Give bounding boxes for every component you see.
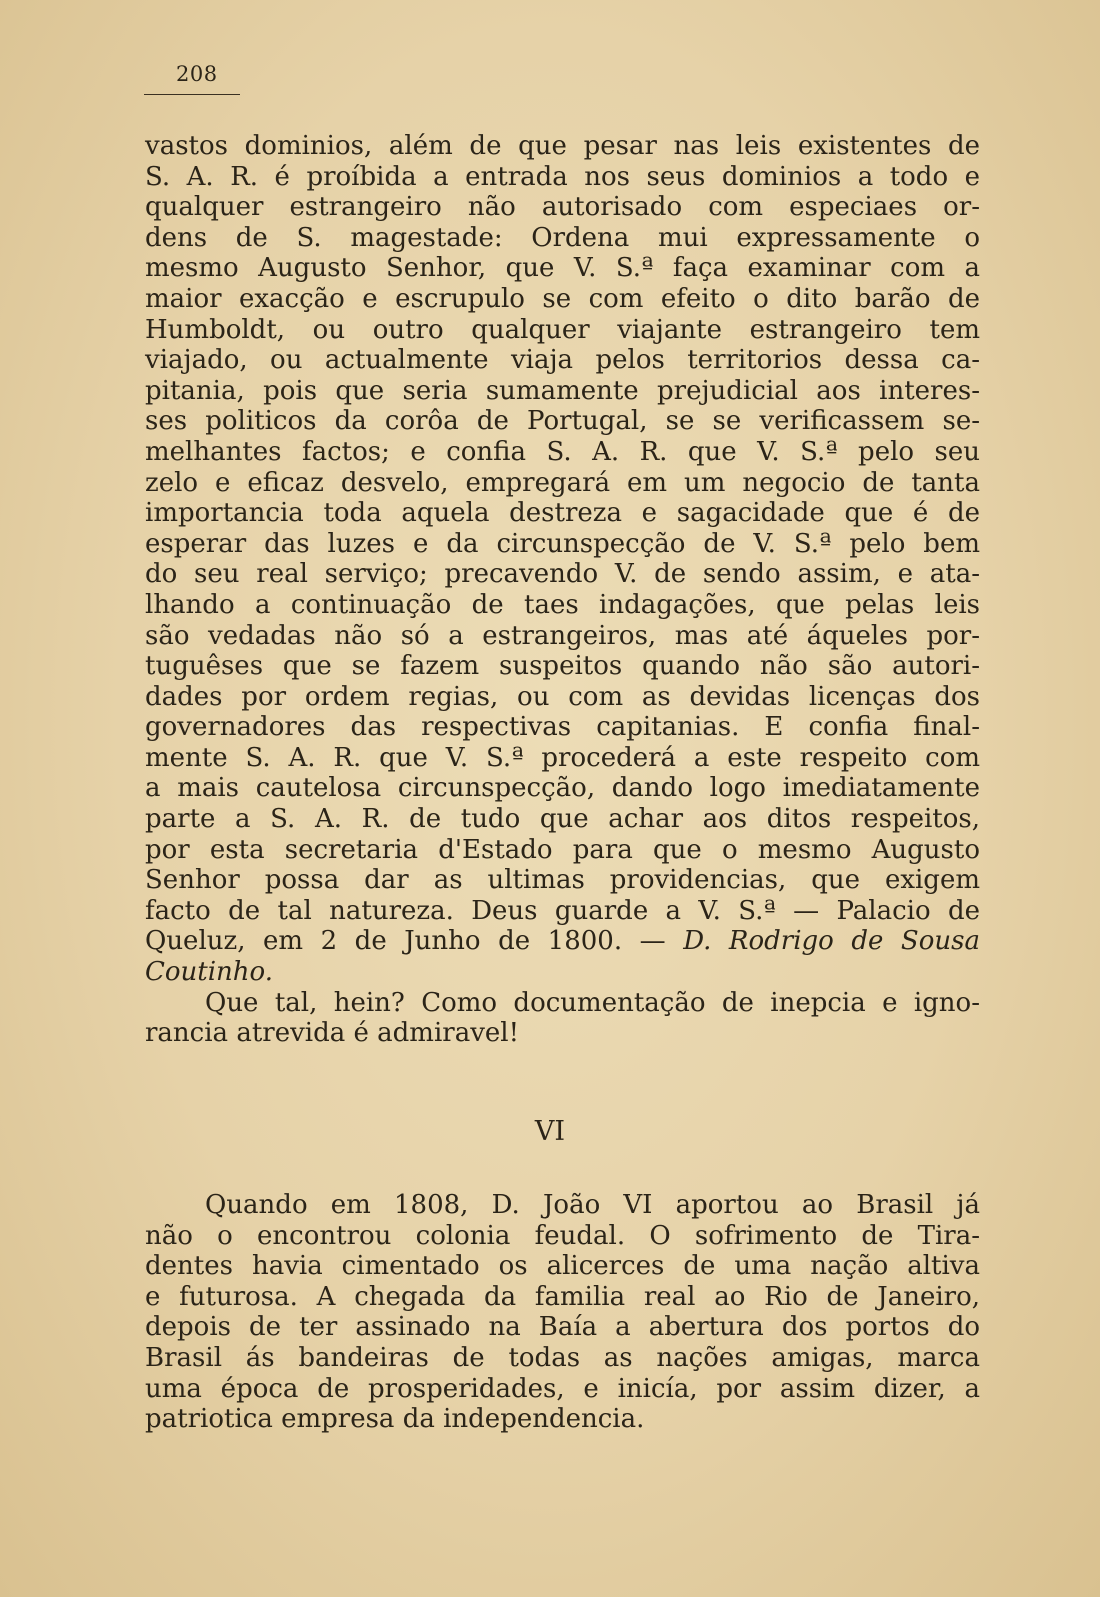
text-line: importancia toda aquela destreza e sagacidade que é de <box>145 498 980 529</box>
text-line: governadores das respectivas capitanias. E confia final- <box>145 712 980 743</box>
text-line: melhantes factos; e confia S. A. R. que V. S.ª pelo seu <box>145 436 980 467</box>
text-line: qualquer estrangeiro não autorisado com especiaes or- <box>145 192 980 223</box>
text-line: pitania, pois que seria sumamente prejudicial aos interes- <box>145 375 980 406</box>
header-rule <box>144 94 240 95</box>
text-line: lhando a continuação de taes indagações, que pelas leis <box>145 589 980 620</box>
text-line-closing <box>145 926 980 957</box>
text-line: viajado, ou actualmente viaja pelos territorios dessa ca- <box>145 345 980 376</box>
text-line: Quando em 1808, D. João VI aportou ao Brasil já <box>205 1190 980 1220</box>
text-line: Brasil ás bandeiras de todas as nações amigas, marca <box>145 1342 980 1373</box>
text-line: vastos dominios, além de que pesar nas leis existentes de <box>145 131 980 161</box>
text-line: depois de ter assinado na Baía a abertura dos portos do <box>145 1312 980 1343</box>
section-heading: VI <box>534 1116 566 1147</box>
text-line: patriotica empresa da independencia. <box>145 1404 645 1435</box>
page-number: 208 <box>176 62 218 86</box>
text-line: e futurosa. A chegada da familia real ao Rio de Janeiro, <box>145 1281 980 1312</box>
letter-place-date: Queluz, em 2 de Junho de 1800. — <box>145 926 684 957</box>
text-line: rancia atrevida é admiravel! <box>145 1018 520 1049</box>
text-line: dades por ordem regias, ou com as devidas licenças dos <box>145 681 980 712</box>
text-line: zelo e eficaz desvelo, empregará em um negocio de tanta <box>145 467 980 498</box>
section-body <box>145 1190 980 1435</box>
text-line: do seu real serviço; precavendo V. de sendo assim, e ata- <box>145 559 980 590</box>
text-line: ses politicos da corôa de Portugal, se se verificassem se- <box>145 406 980 437</box>
text-line: Que tal, hein? Como documentação de inepcia e igno- <box>205 987 980 1018</box>
text-line: Humboldt, ou outro qualquer viajante estrangeiro tem <box>145 314 980 345</box>
text-line: dens de S. magestade: Ordena mui expressamente o <box>145 222 980 253</box>
letter-signature: D. Rodrigo de Sousa <box>683 926 980 957</box>
text-line: não o encontrou colonia feudal. O sofrimento de Tira- <box>145 1220 980 1251</box>
paragraph-commentary <box>145 988 980 1049</box>
text-line: tuguêses que se fazem suspeitos quando não são autori- <box>145 651 980 682</box>
text-line: parte a S. A. R. de tudo que achar aos ditos respeitos, <box>145 804 980 835</box>
text-line: mente S. A. R. que V. S.ª procederá a este respeito com <box>145 742 980 773</box>
letter-signature-end: Coutinho. <box>145 957 274 988</box>
text-line: por esta secretaria d'Estado para que o mesmo Augusto <box>145 834 980 865</box>
text-line: Senhor possa dar as ultimas providencias, que exigem <box>145 865 980 896</box>
text-line: facto de tal natureza. Deus guarde a V. S.ª — Palacio de <box>145 895 980 926</box>
paragraph-section-vi <box>145 1190 980 1435</box>
paragraph-letter <box>145 131 980 988</box>
text-line: são vedadas não só a estrangeiros, mas até áqueles por- <box>145 620 980 651</box>
text-line: uma época de prosperidades, e inicía, por assim dizer, a <box>145 1373 980 1404</box>
text-line: mesmo Augusto Senhor, que V. S.ª faça examinar com a <box>145 253 980 284</box>
text-line: S. A. R. é proíbida a entrada nos seus dominios a todo e <box>145 161 980 192</box>
text-line: maior exacção e escrupulo se com efeito o dito barão de <box>145 283 980 314</box>
text-line: dentes havia cimentado os alicerces de uma nação altiva <box>145 1251 980 1282</box>
text-line: esperar das luzes e da circunspecção de V. S.ª pelo bem <box>145 528 980 559</box>
document-body <box>145 131 980 1049</box>
text-line: a mais cautelosa circunspecção, dando logo imediatamente <box>145 773 980 804</box>
